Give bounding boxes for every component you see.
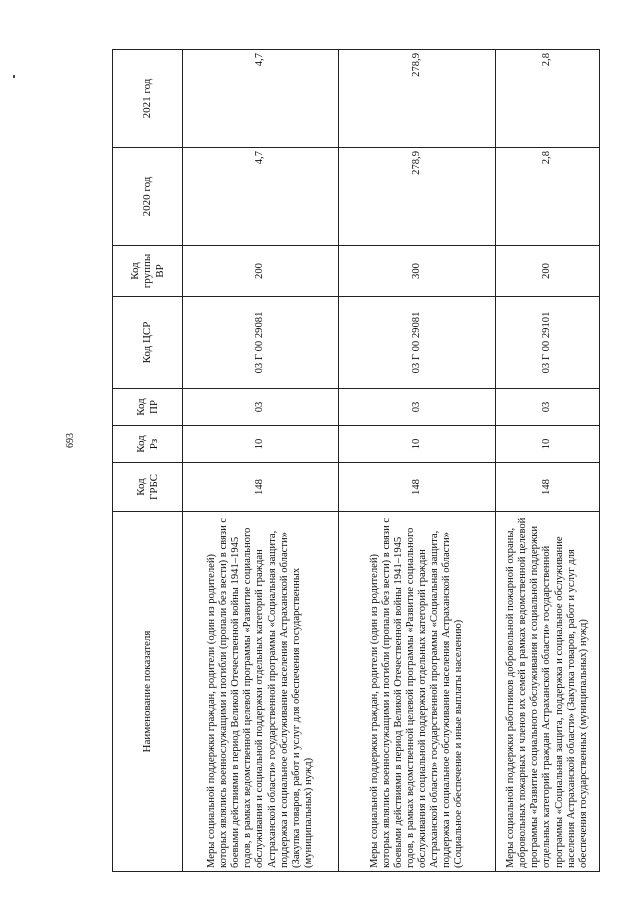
- budget-table: [112, 49, 600, 872]
- csr-code: 03 Г 00 29101: [496, 297, 600, 389]
- rotated-sheet: [112, 50, 599, 872]
- indicator-name: Меры социальной поддержки граждан, родители (один из родителей) которых являлись военнослужащими и погибли (пропали без вести) в связи с боевыми действиями в период Великой Отечественной войны 1941–1945 годов, в рамках ведомственной целевой программы «Развитие социального обслуживания и социальной поддержки отдельных категорий граждан Астраханской области» государственной программы «Социальная защита, поддержка и социальное обслуживание населения Астраханской области» (Закупка товаров, работ и услуг для обеспечения государственных (муниципальных) нужд): [183, 512, 339, 872]
- vr-code: 200: [496, 246, 600, 297]
- pr-code: 03: [339, 389, 496, 426]
- rz-code: 10: [496, 426, 600, 463]
- table-header-row: [113, 50, 183, 872]
- amount-2021: 2,8: [496, 50, 600, 148]
- table-row: [339, 50, 496, 872]
- table-row: [496, 50, 600, 872]
- header-rz: Код Рз: [113, 426, 183, 463]
- amount-2021: 4,7: [183, 50, 339, 148]
- pr-code: 03: [496, 389, 600, 426]
- grbs-code: 148: [339, 463, 496, 512]
- page-number: 693: [65, 433, 76, 448]
- header-2020: 2020 год: [113, 148, 183, 246]
- rz-code: 10: [339, 426, 496, 463]
- table-rotator: [112, 50, 599, 872]
- indicator-name: Меры социальной поддержки граждан, родители (один из родителей) которых являлись военнослужащими и погибли (пропали без вести) в связи с боевыми действиями в период Великой Отечественной войны 1941–1945 годов, в рамках ведомственной целевой программы «Развитие социального обслуживания и социальной поддержки отдельных категорий граждан Астраханской области» государственной программы «Социальная защита, поддержка и социальное обслуживание населения Астраханской области» (Социальное обеспечение и иные выплаты населению): [339, 512, 496, 872]
- grbs-code: 148: [496, 463, 600, 512]
- csr-code: 03 Г 00 29081: [183, 297, 339, 389]
- scan-speck: [13, 75, 15, 78]
- amount-2020: 4,7: [183, 148, 339, 246]
- vr-code: 200: [183, 246, 339, 297]
- grbs-code: 148: [183, 463, 339, 512]
- header-vr: Код группы ВР: [113, 246, 183, 297]
- header-grbs: Код ГРБС: [113, 463, 183, 512]
- amount-2021: 278,9: [339, 50, 496, 148]
- pr-code: 03: [183, 389, 339, 426]
- vr-code: 300: [339, 246, 496, 297]
- rz-code: 10: [183, 426, 339, 463]
- header-csr: Код ЦСР: [113, 297, 183, 389]
- amount-2020: 278,9: [339, 148, 496, 246]
- header-name: Наименование показателя: [113, 512, 183, 872]
- header-pr: Код ПР: [113, 389, 183, 426]
- header-2021: 2021 год: [113, 50, 183, 148]
- amount-2020: 2,8: [496, 148, 600, 246]
- csr-code: 03 Г 00 29081: [339, 297, 496, 389]
- indicator-name: Меры социальной поддержки работников добровольной пожарной охраны, добровольных пожарных и членов их семей в рамках ведомственной целевой программы «Развитие социального обслуживания и социальной поддержки отдельных категорий граждан Астраханской области» государственной программы «Социальная защита, поддержка и социальное обслуживание населения Астраханской области» (Закупка товаров, работ и услуг для обеспечения государственных (муниципальных) нужд): [496, 512, 600, 872]
- table-row: [183, 50, 339, 872]
